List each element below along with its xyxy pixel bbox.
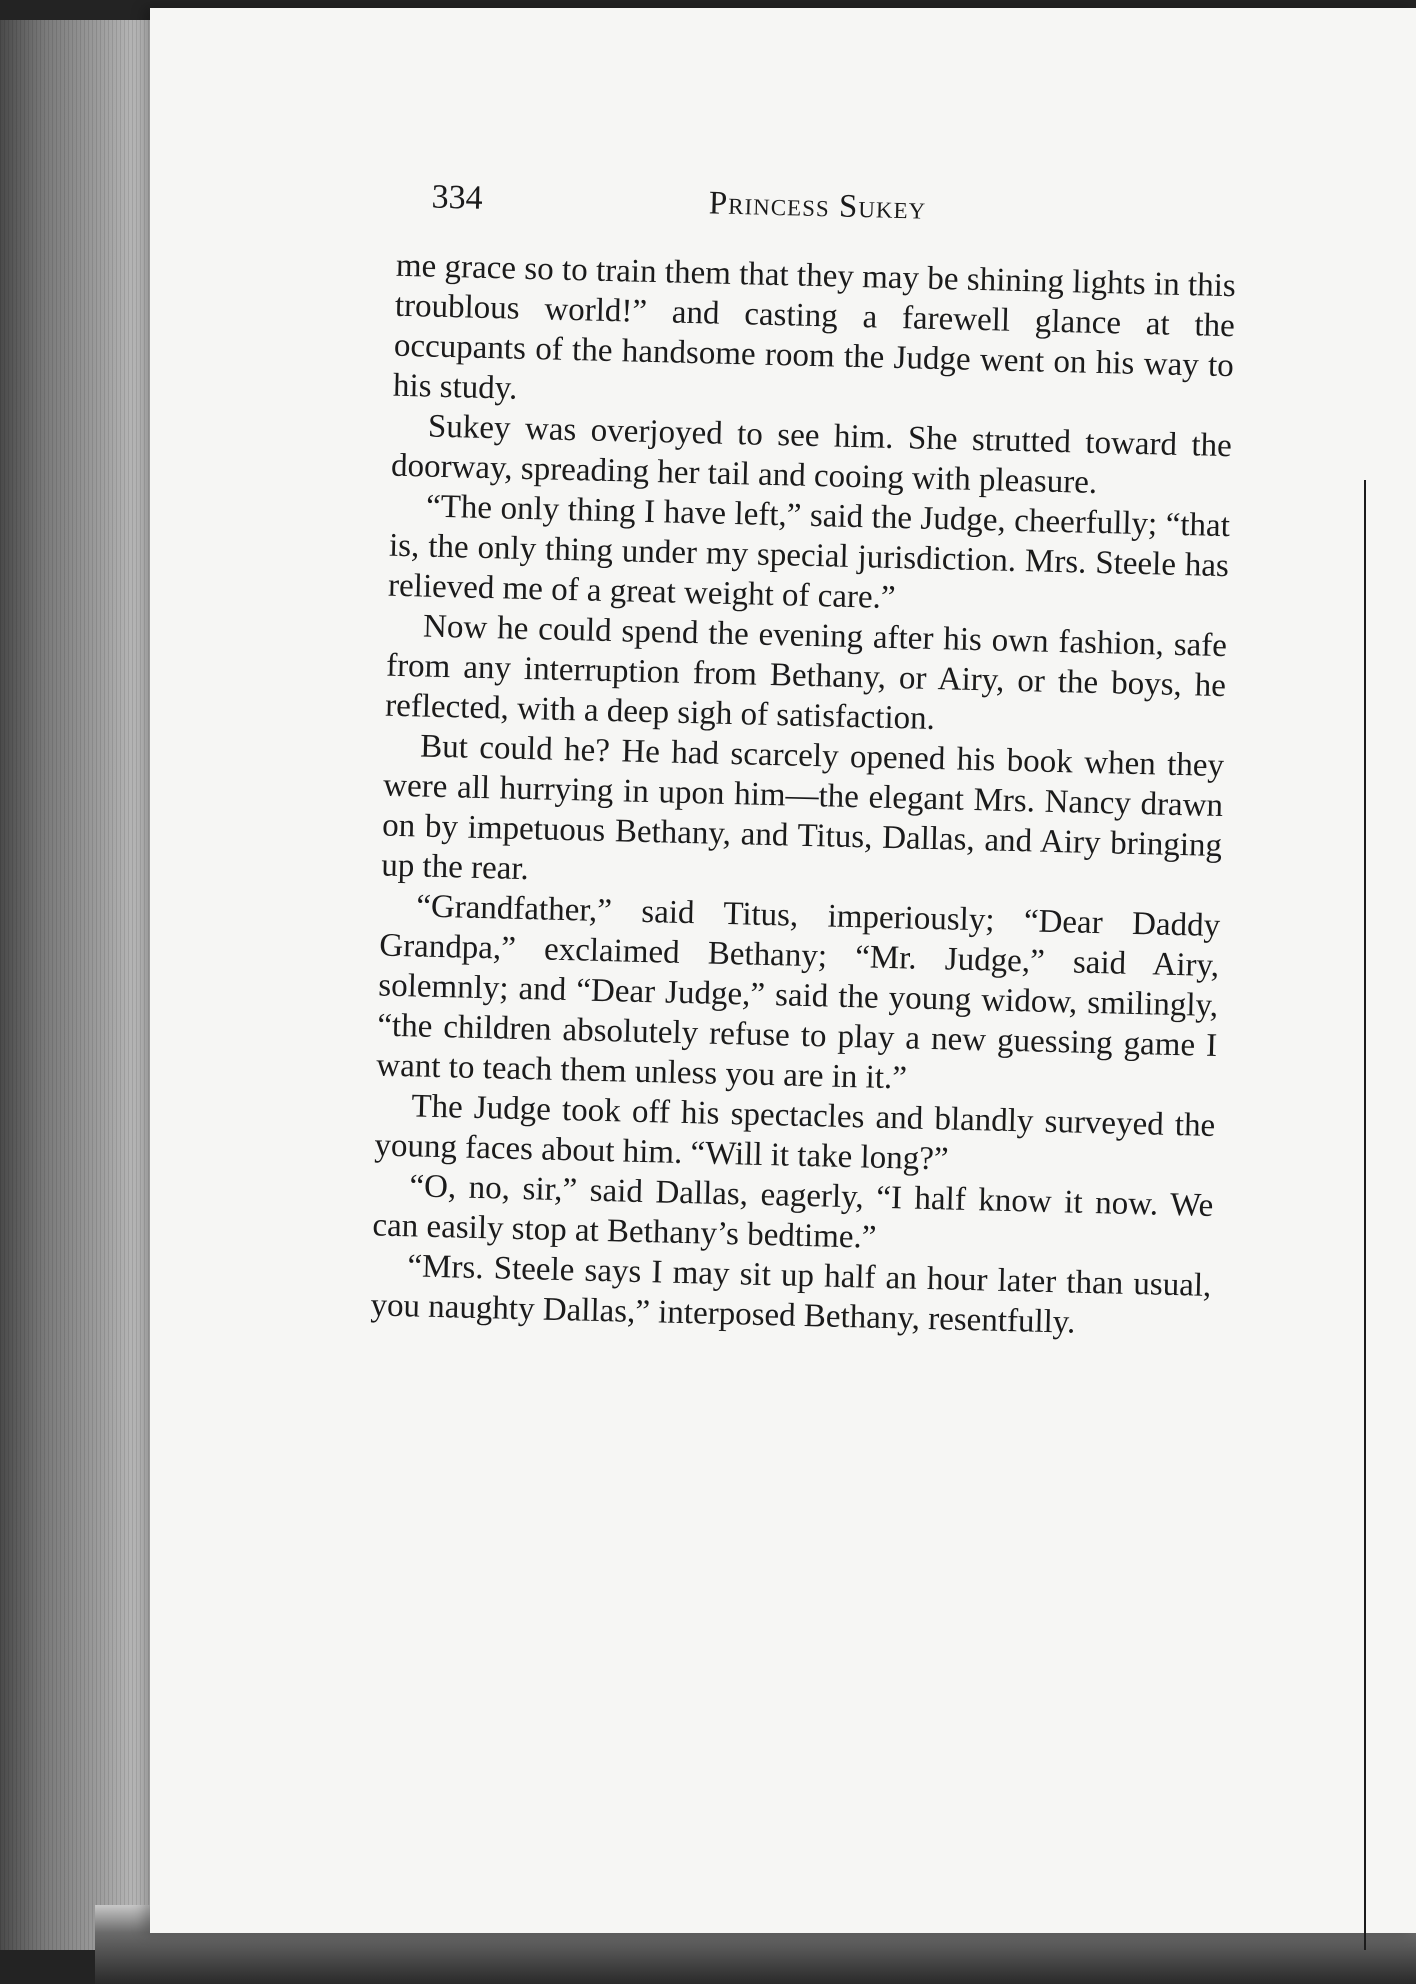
paragraph: Sukey was overjoyed to see him. She strutted toward the doorway, spreading her tail and cooing with pleasure. <box>390 408 1233 501</box>
paragraph: But could he? He had scarcely opened his book when they were all hurrying in upon him—the elegant Mrs. Nancy drawn on by impetuous Bethany, and Titus, Dallas, and Airy bringing up the rear. <box>380 728 1225 888</box>
paragraph: Now he could spend the evening after his own fashion, safe from any interruption from Bethany, or Airy, or the boys, he reflected, with a deep sigh of satisfaction. <box>384 608 1228 738</box>
paragraph: “The only thing I have left,” said the Judge, cheerfully; “that is, the only thing under my special jurisdiction. Mrs. Steele has relieved me of a great weight of care.” <box>387 488 1231 617</box>
page-number: 334 <box>431 178 484 217</box>
paragraph: “Mrs. Steele says I may sit up half an hour later than usual, you naughty Dallas,” interposed Bethany, resentfully. <box>370 1248 1212 1341</box>
paragraph: “O, no, sir,” said Dallas, eagerly, “I half know it now. We can easily stop at Bethany’s bedtime.” <box>372 1168 1214 1256</box>
paragraph: “Grandfather,” said Titus, imperiously; “Dear Daddy Grandpa,” exclaimed Bethany; “Mr. Judge,” said Airy, solemnly; and “Dear Judge,” said the young widow, smilingly, “the children absolutely refuse to play a new guessing game I want to teach them unless you are in it.” <box>375 888 1221 1097</box>
paragraph: me grace so to train them that they may be shining lights in this troublous world!” and casting a farewell glance at the occupants of the handsome room the Judge went on his way to his study. <box>392 247 1237 407</box>
page-text-block <box>370 178 1238 1346</box>
gutter-shadow-line <box>1364 480 1366 1950</box>
running-title: Princess Sukey <box>708 185 927 227</box>
paragraph: The Judge took off his spectacles and blandly surveyed the young faces about him. “Will it take long?” <box>374 1088 1216 1178</box>
